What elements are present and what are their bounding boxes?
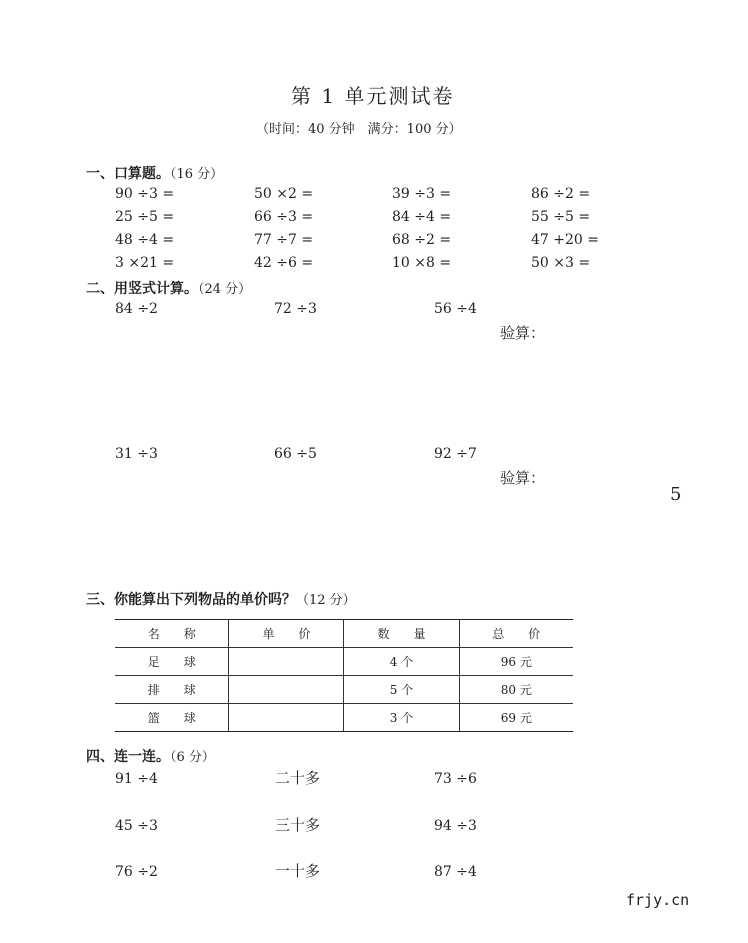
vertical-problem: 66 ÷5 bbox=[274, 446, 317, 462]
item-quantity: 5 个 bbox=[344, 676, 459, 704]
item-total: 80 元 bbox=[459, 676, 573, 704]
section1-heading bbox=[86, 163, 223, 183]
oral-problem: 90 ÷3 = bbox=[115, 186, 175, 202]
section1-points: （16 分） bbox=[170, 167, 224, 182]
item-quantity: 4 个 bbox=[344, 648, 459, 676]
vertical-problem: 31 ÷3 bbox=[115, 446, 158, 462]
oral-problem: 39 ÷3 = bbox=[392, 186, 452, 202]
match-right-expr[interactable]: 87 ÷4 bbox=[434, 864, 477, 880]
match-right-expr[interactable]: 94 ÷3 bbox=[434, 818, 477, 834]
item-total: 69 元 bbox=[459, 704, 573, 732]
section3-points: （12 分） bbox=[296, 593, 356, 608]
oral-problem: 47 +20 = bbox=[531, 232, 599, 248]
table-row bbox=[115, 704, 573, 732]
oral-problem: 86 ÷2 = bbox=[531, 186, 591, 202]
match-middle-range[interactable]: 二十多 bbox=[275, 769, 321, 787]
page-number: 5 bbox=[670, 484, 682, 505]
page-title: 第 1 单元测试卷 bbox=[291, 84, 455, 108]
oral-problem: 48 ÷4 = bbox=[115, 232, 175, 248]
vertical-problem: 56 ÷4 bbox=[434, 301, 477, 317]
match-right-expr[interactable]: 73 ÷6 bbox=[434, 771, 477, 787]
section1-title: 一、口算题。 bbox=[86, 166, 170, 182]
section3-title: 三、你能算出下列物品的单价吗？ bbox=[86, 592, 296, 608]
page-subtitle: （时间：40 分钟 满分：100 分） bbox=[256, 122, 462, 137]
item-name: 足 球 bbox=[115, 648, 229, 676]
item-total: 96 元 bbox=[459, 648, 573, 676]
header-name: 名 称 bbox=[115, 620, 229, 648]
unit-price-blank[interactable] bbox=[229, 704, 344, 732]
section3-heading bbox=[86, 589, 356, 609]
header-unit-price: 单 价 bbox=[229, 620, 344, 648]
match-left-expr[interactable]: 45 ÷3 bbox=[115, 818, 158, 834]
oral-problem: 50 ×2 = bbox=[254, 186, 314, 202]
oral-problem: 25 ÷5 = bbox=[115, 209, 175, 225]
verify-label: 验算： bbox=[500, 324, 546, 342]
table-row bbox=[115, 676, 573, 704]
section2-title: 二、用竖式计算。 bbox=[86, 281, 198, 297]
oral-problem: 66 ÷3 = bbox=[254, 209, 314, 225]
header-quantity: 数 量 bbox=[344, 620, 459, 648]
match-middle-range[interactable]: 一十多 bbox=[275, 862, 321, 880]
unit-price-blank[interactable] bbox=[229, 648, 344, 676]
section4-heading bbox=[86, 746, 215, 766]
item-name: 篮 球 bbox=[115, 704, 229, 732]
oral-problem: 68 ÷2 = bbox=[392, 232, 452, 248]
header-total: 总 价 bbox=[459, 620, 573, 648]
section4-title: 四、连一连。 bbox=[86, 749, 170, 765]
table-header-row bbox=[115, 620, 573, 648]
section2-points: （24 分） bbox=[198, 282, 252, 297]
unit-price-blank[interactable] bbox=[229, 676, 344, 704]
oral-problem: 77 ÷7 = bbox=[254, 232, 314, 248]
item-name: 排 球 bbox=[115, 676, 229, 704]
oral-problem: 3 ×21 = bbox=[115, 255, 175, 271]
vertical-problem: 72 ÷3 bbox=[274, 301, 317, 317]
verify-label: 验算： bbox=[500, 469, 546, 487]
match-middle-range[interactable]: 三十多 bbox=[275, 816, 321, 834]
vertical-problem: 84 ÷2 bbox=[115, 301, 158, 317]
item-quantity: 3 个 bbox=[344, 704, 459, 732]
watermark: frjy.cn bbox=[626, 891, 690, 909]
table-row bbox=[115, 648, 573, 676]
match-left-expr[interactable]: 91 ÷4 bbox=[115, 771, 158, 787]
oral-problem: 10 ×8 = bbox=[392, 255, 452, 271]
oral-problem: 55 ÷5 = bbox=[531, 209, 591, 225]
section4-points: （6 分） bbox=[170, 750, 215, 765]
oral-problem: 50 ×3 = bbox=[531, 255, 591, 271]
oral-problem: 42 ÷6 = bbox=[254, 255, 314, 271]
oral-problem: 84 ÷4 = bbox=[392, 209, 452, 225]
unit-price-table bbox=[115, 619, 573, 732]
section2-heading bbox=[86, 278, 251, 298]
match-left-expr[interactable]: 76 ÷2 bbox=[115, 864, 158, 880]
vertical-problem: 92 ÷7 bbox=[434, 446, 477, 462]
